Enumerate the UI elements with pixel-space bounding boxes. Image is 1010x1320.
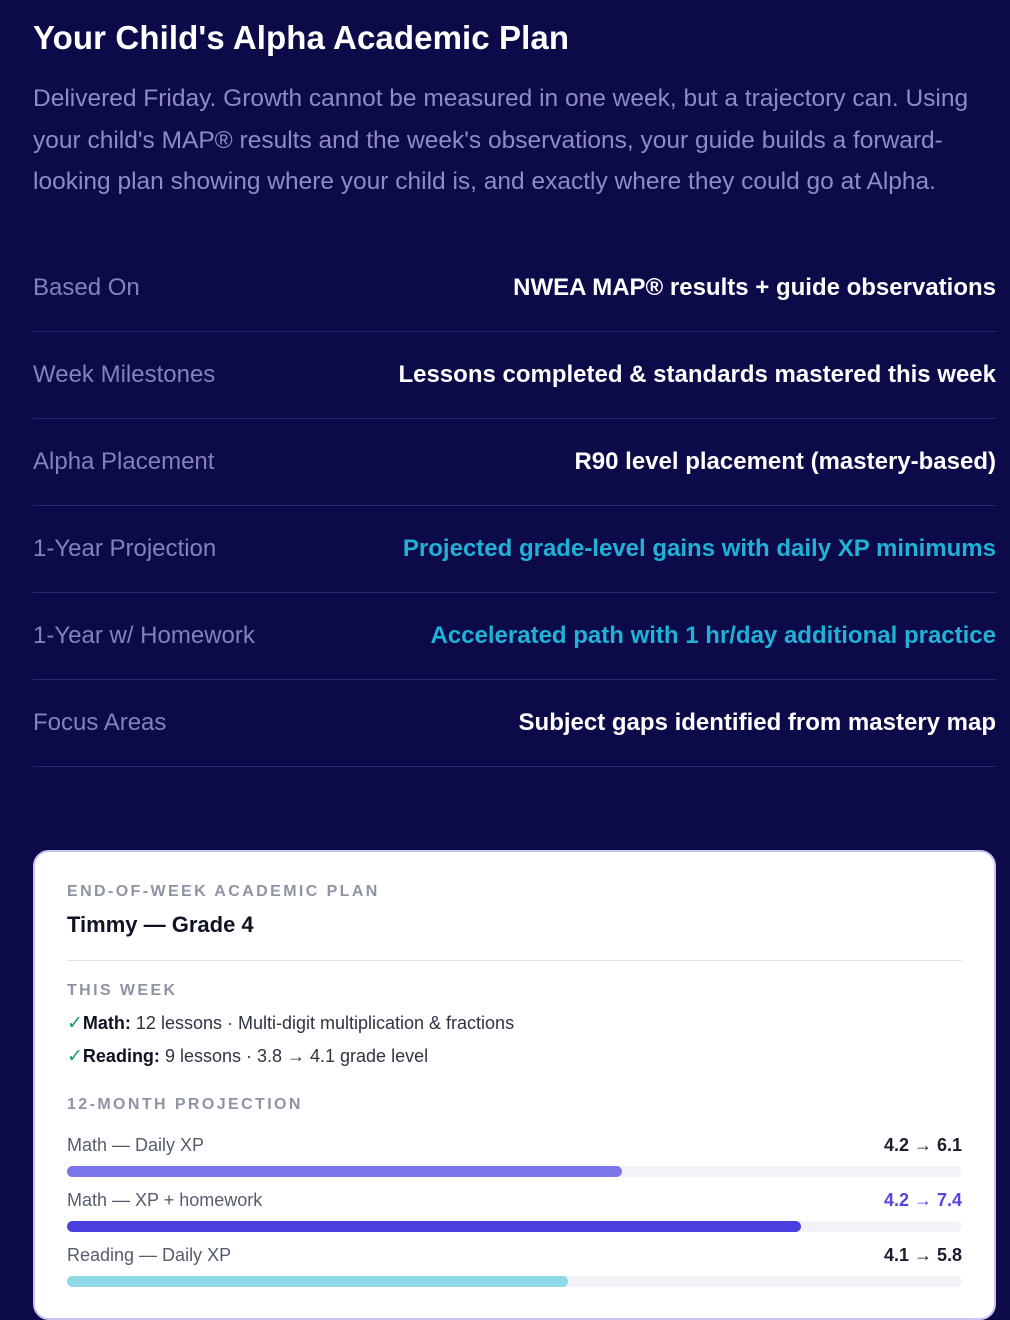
detail-row-1-year-projection: [33, 506, 996, 593]
detail-label: Focus Areas: [33, 708, 167, 736]
progress-track: [67, 1276, 962, 1287]
detail-label: Based On: [33, 273, 140, 301]
bar-label: Math — XP + homework: [67, 1190, 263, 1210]
progress-fill: [67, 1221, 801, 1232]
detail-value: NWEA MAP® results + guide observations: [513, 273, 996, 301]
this-week-item-math: [67, 1007, 962, 1040]
detail-value: Accelerated path with 1 hr/day additional practice: [430, 621, 996, 649]
bar-label: Math — Daily XP: [67, 1135, 205, 1155]
subject-label: Reading:: [82, 1046, 160, 1066]
detail-label: 1-Year Projection: [33, 534, 217, 562]
detail-value: Lessons completed & standards mastered this week: [398, 360, 996, 388]
projection-heading: 12-MONTH PROJECTION: [67, 1096, 303, 1113]
detail-label: Week Milestones: [33, 360, 216, 388]
bar-label: Reading — Daily XP: [67, 1245, 232, 1265]
this-week-heading: THIS WEEK: [67, 982, 178, 999]
projection-bar-reading-daily: [67, 1245, 962, 1287]
this-week-section: [67, 981, 962, 1073]
checkmark-icon: ✓: [67, 1046, 83, 1067]
student-name: Timmy — Grade 4: [67, 912, 254, 937]
detail-row-focus-areas: [33, 680, 996, 767]
bar-value: 4.1 → 5.8: [883, 1245, 962, 1265]
detail-row-1-year-homework: [33, 593, 996, 680]
detail-value: Subject gaps identified from mastery map: [518, 708, 996, 736]
card-divider: [67, 960, 962, 961]
detail-label: Alpha Placement: [33, 447, 215, 475]
projection-bar-math-daily: [67, 1135, 962, 1177]
detail-value: Projected grade-level gains with daily XP minimums: [402, 534, 996, 562]
detail-label: 1-Year w/ Homework: [33, 621, 255, 649]
checkmark-icon: ✓: [67, 1013, 83, 1034]
intro-paragraph: Delivered Friday. Growth cannot be measured in one week, but a trajectory can. Using your child's MAP® results and the week's observations, your guide builds a forward-looking plan showing where your child is, and exactly where they could go at Alpha.: [33, 85, 969, 195]
projection-bar-math-homework: [67, 1190, 962, 1232]
bar-value: 4.2 → 7.4: [883, 1190, 962, 1210]
detail-value: R90 level placement (mastery-based): [574, 447, 996, 475]
subject-label: Math:: [82, 1013, 131, 1033]
card-eyebrow: END-OF-WEEK ACADEMIC PLAN: [67, 883, 380, 900]
bar-value: 4.2 → 6.1: [883, 1135, 962, 1155]
detail-row-alpha-placement: [33, 419, 996, 506]
projection-section: [67, 1095, 962, 1287]
plan-intro: [33, 0, 996, 767]
item-detail: 12 lessons · Multi-digit multiplication & fractions: [130, 1013, 515, 1033]
progress-fill: [67, 1166, 622, 1177]
detail-row-based-on: [33, 245, 996, 332]
detail-row-week-milestones: [33, 332, 996, 419]
progress-track: [67, 1166, 962, 1177]
academic-plan-card: [33, 850, 996, 1320]
this-week-item-reading: [67, 1040, 962, 1073]
item-detail: 9 lessons · 3.8 → 4.1 grade level: [159, 1046, 429, 1066]
progress-fill: [67, 1276, 568, 1287]
details-list: [33, 245, 996, 767]
page-title: Your Child's Alpha Academic Plan: [33, 19, 570, 56]
progress-track: [67, 1221, 962, 1232]
